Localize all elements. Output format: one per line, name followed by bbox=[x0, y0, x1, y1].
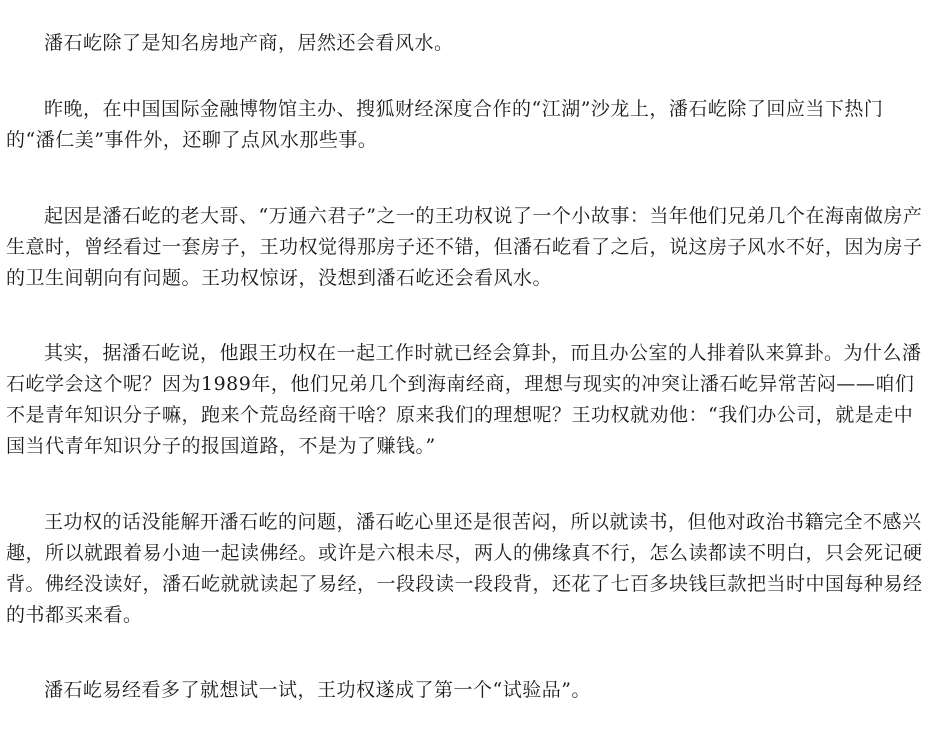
paragraph-6: 潘石屹易经看多了就想试一试，王功权遂成了第一个“试验品”。 bbox=[44, 679, 591, 701]
paragraph-1: 潘石屹除了是知名房地产商，居然还会看风水。 bbox=[44, 32, 454, 54]
paragraph-5: 王功权的话没能解开潘石屹的问题，潘石屹心里还是很苦闷，所以就读书，但他对政治书籍完全不感兴趣，所以就跟着易小迪一起读佛经。或许是六根未尽，两人的佛缘真不行，怎么读都读不明白，只会死记硬背。佛经没读好，潘石屹就就读起了易经，一段段读一段段背，还花了七百多块钱巨款把当时中国每种易经的书都买来看。 bbox=[6, 511, 923, 626]
paragraph-4: 其实，据潘石屹说，他跟王功权在一起工作时就已经会算卦，而且办公室的人排着队来算卦。为什么潘石屹学会这个呢？因为1989年，他们兄弟几个到海南经商，理想与现实的冲突让潘石屹异常苦闷——咱们不是青年知识分子嘛，跑来个荒岛经商干啥？原来我们的理想呢？王功权就劝他：“我们办公司，就是走中国当代青年知识分子的报国道路，不是为了赚钱。” bbox=[6, 342, 922, 457]
paragraph-2: 昨晚，在中国国际金融博物馆主办、搜狐财经深度合作的“江湖”沙龙上，潘石屹除了回应当下热门的“潘仁美”事件外，还聊了点风水那些事。 bbox=[6, 98, 884, 151]
paragraph-3: 起因是潘石屹的老大哥、“万通六君子”之一的王功权说了一个小故事：当年他们兄弟几个在海南做房产生意时，曾经看过一套房子，王功权觉得那房子还不错，但潘石屹看了之后，说这房子风水不好，因为房子的卫生间朝向有问题。王功权惊讶，没想到潘石屹还会看风水。 bbox=[6, 205, 923, 289]
